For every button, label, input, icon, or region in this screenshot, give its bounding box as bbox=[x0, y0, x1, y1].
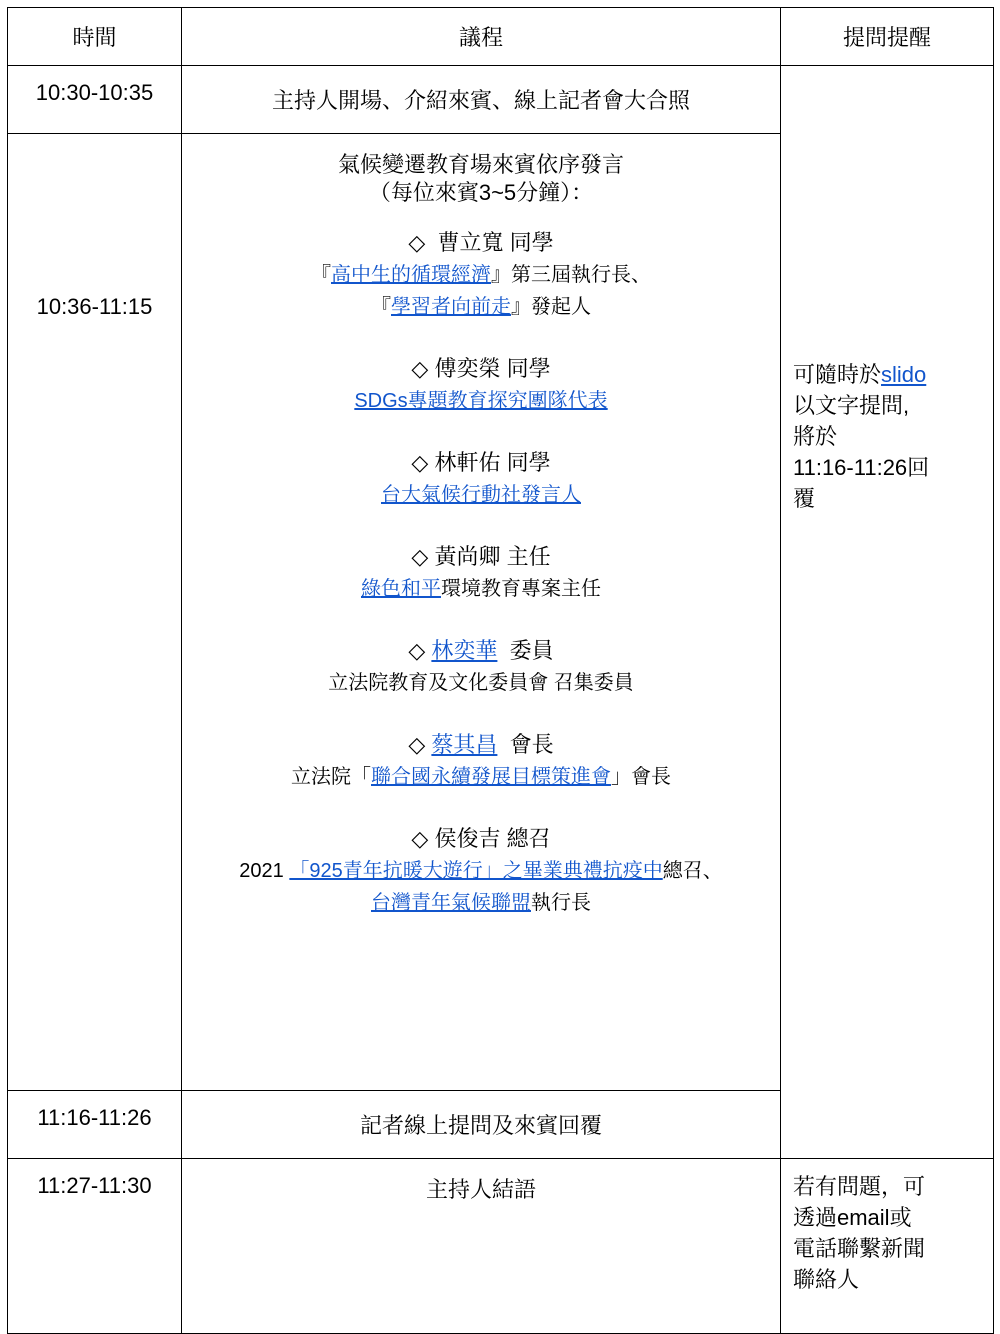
diamond-icon: ◇ bbox=[411, 450, 429, 475]
speaker-link[interactable]: 高中生的循環經濟 bbox=[331, 264, 491, 286]
speaker-name: ◇ 曹立寬 同學 bbox=[408, 230, 554, 255]
note-line: 可隨時於slido bbox=[793, 362, 927, 387]
speaker-desc: 立法院「聯合國永續發展目標策進會」會長 bbox=[291, 766, 671, 788]
speaker-link[interactable]: 綠色和平 bbox=[361, 578, 441, 600]
note-cell-slido bbox=[781, 66, 994, 1159]
note-line: 透過email或 bbox=[793, 1205, 912, 1230]
note-line: 若有問題，可 bbox=[793, 1174, 926, 1199]
speaker-name: ◇ 侯俊吉 總召 bbox=[411, 826, 551, 851]
speakers-intro-sub: （每位來賓3~5分鐘）： bbox=[368, 180, 594, 205]
time-cell: 11:27-11:30 bbox=[8, 1159, 182, 1334]
header-note: 提問提醒 bbox=[781, 8, 994, 66]
diamond-icon: ◇ bbox=[408, 230, 426, 255]
speaker-desc: 『高中生的循環經濟』第三屆執行長、 bbox=[311, 264, 651, 286]
slido-link[interactable]: slido bbox=[881, 362, 927, 387]
agenda-cell: 記者線上提問及來賓回覆 bbox=[182, 1091, 781, 1159]
time-cell: 10:36-11:15 bbox=[8, 134, 182, 1091]
speaker-desc bbox=[182, 385, 780, 417]
note-line: 覆 bbox=[793, 486, 816, 511]
agenda-row-opening bbox=[8, 66, 994, 134]
speakers-intro: 氣候變遷教育場來賓依序發言 bbox=[337, 152, 624, 177]
speaker-link[interactable]: 聯合國永續發展目標策進會 bbox=[371, 766, 611, 788]
note-line: 聯絡人 bbox=[793, 1267, 860, 1292]
speaker-name: ◇ 林軒佑 同學 bbox=[411, 450, 551, 475]
speaker-desc: 綠色和平環境教育專案主任 bbox=[361, 578, 601, 600]
diamond-icon: ◇ bbox=[411, 544, 429, 569]
agenda-row-closing bbox=[8, 1159, 994, 1334]
speaker-link[interactable]: 學習者向前走 bbox=[391, 296, 511, 318]
speaker-desc: 台灣青年氣候聯盟執行長 bbox=[371, 892, 591, 914]
speaker-desc: 『學習者向前走』發起人 bbox=[371, 296, 591, 318]
speaker-desc bbox=[182, 479, 780, 511]
note-line: 將於 bbox=[793, 424, 838, 449]
speaker-desc: 立法院教育及文化委員會 召集委員 bbox=[328, 672, 634, 694]
diamond-icon: ◇ bbox=[408, 638, 426, 663]
speaker-link[interactable]: 「925青年抗暖大遊行」之畢業典禮抗疫中 bbox=[289, 860, 663, 882]
speaker-name: ◇ 傅奕榮 同學 bbox=[411, 356, 551, 381]
diamond-icon: ◇ bbox=[411, 826, 429, 851]
note-cell-contact bbox=[781, 1159, 994, 1334]
agenda-table bbox=[7, 7, 994, 1334]
diamond-icon: ◇ bbox=[408, 732, 426, 757]
note-line: 以文字提問, bbox=[793, 393, 910, 418]
speaker-link[interactable]: 台灣青年氣候聯盟 bbox=[371, 892, 531, 914]
time-cell: 10:30-10:35 bbox=[8, 66, 182, 134]
speaker-name: ◇ 林奕華 委員 bbox=[408, 638, 554, 663]
speaker-link[interactable]: 台大氣候行動社發言人 bbox=[381, 484, 581, 506]
speaker-desc: 2021 「925青年抗暖大遊行」之畢業典禮抗疫中總召、 bbox=[239, 860, 723, 882]
agenda-cell: 主持人結語 bbox=[182, 1159, 781, 1334]
speaker-name: ◇ 黃尚卿 主任 bbox=[411, 544, 551, 569]
agenda-cell: 主持人開場、介紹來賓、線上記者會大合照 bbox=[182, 66, 781, 134]
header-time: 時間 bbox=[8, 8, 182, 66]
header-agenda: 議程 bbox=[182, 8, 781, 66]
time-cell: 11:16-11:26 bbox=[8, 1091, 182, 1159]
speaker-name-link[interactable]: 林奕華 bbox=[431, 638, 498, 663]
note-line: 電話聯繫新聞 bbox=[793, 1236, 926, 1261]
header-row bbox=[8, 8, 994, 66]
diamond-icon: ◇ bbox=[411, 356, 429, 381]
speaker-name: ◇ 蔡其昌 會長 bbox=[408, 732, 554, 757]
speaker-name-link[interactable]: 蔡其昌 bbox=[431, 732, 498, 757]
speakers-cell bbox=[182, 134, 781, 1091]
note-line: 11:16-11:26回 bbox=[793, 455, 930, 480]
speaker-link[interactable]: SDGs專題教育探究團隊代表 bbox=[354, 390, 608, 412]
